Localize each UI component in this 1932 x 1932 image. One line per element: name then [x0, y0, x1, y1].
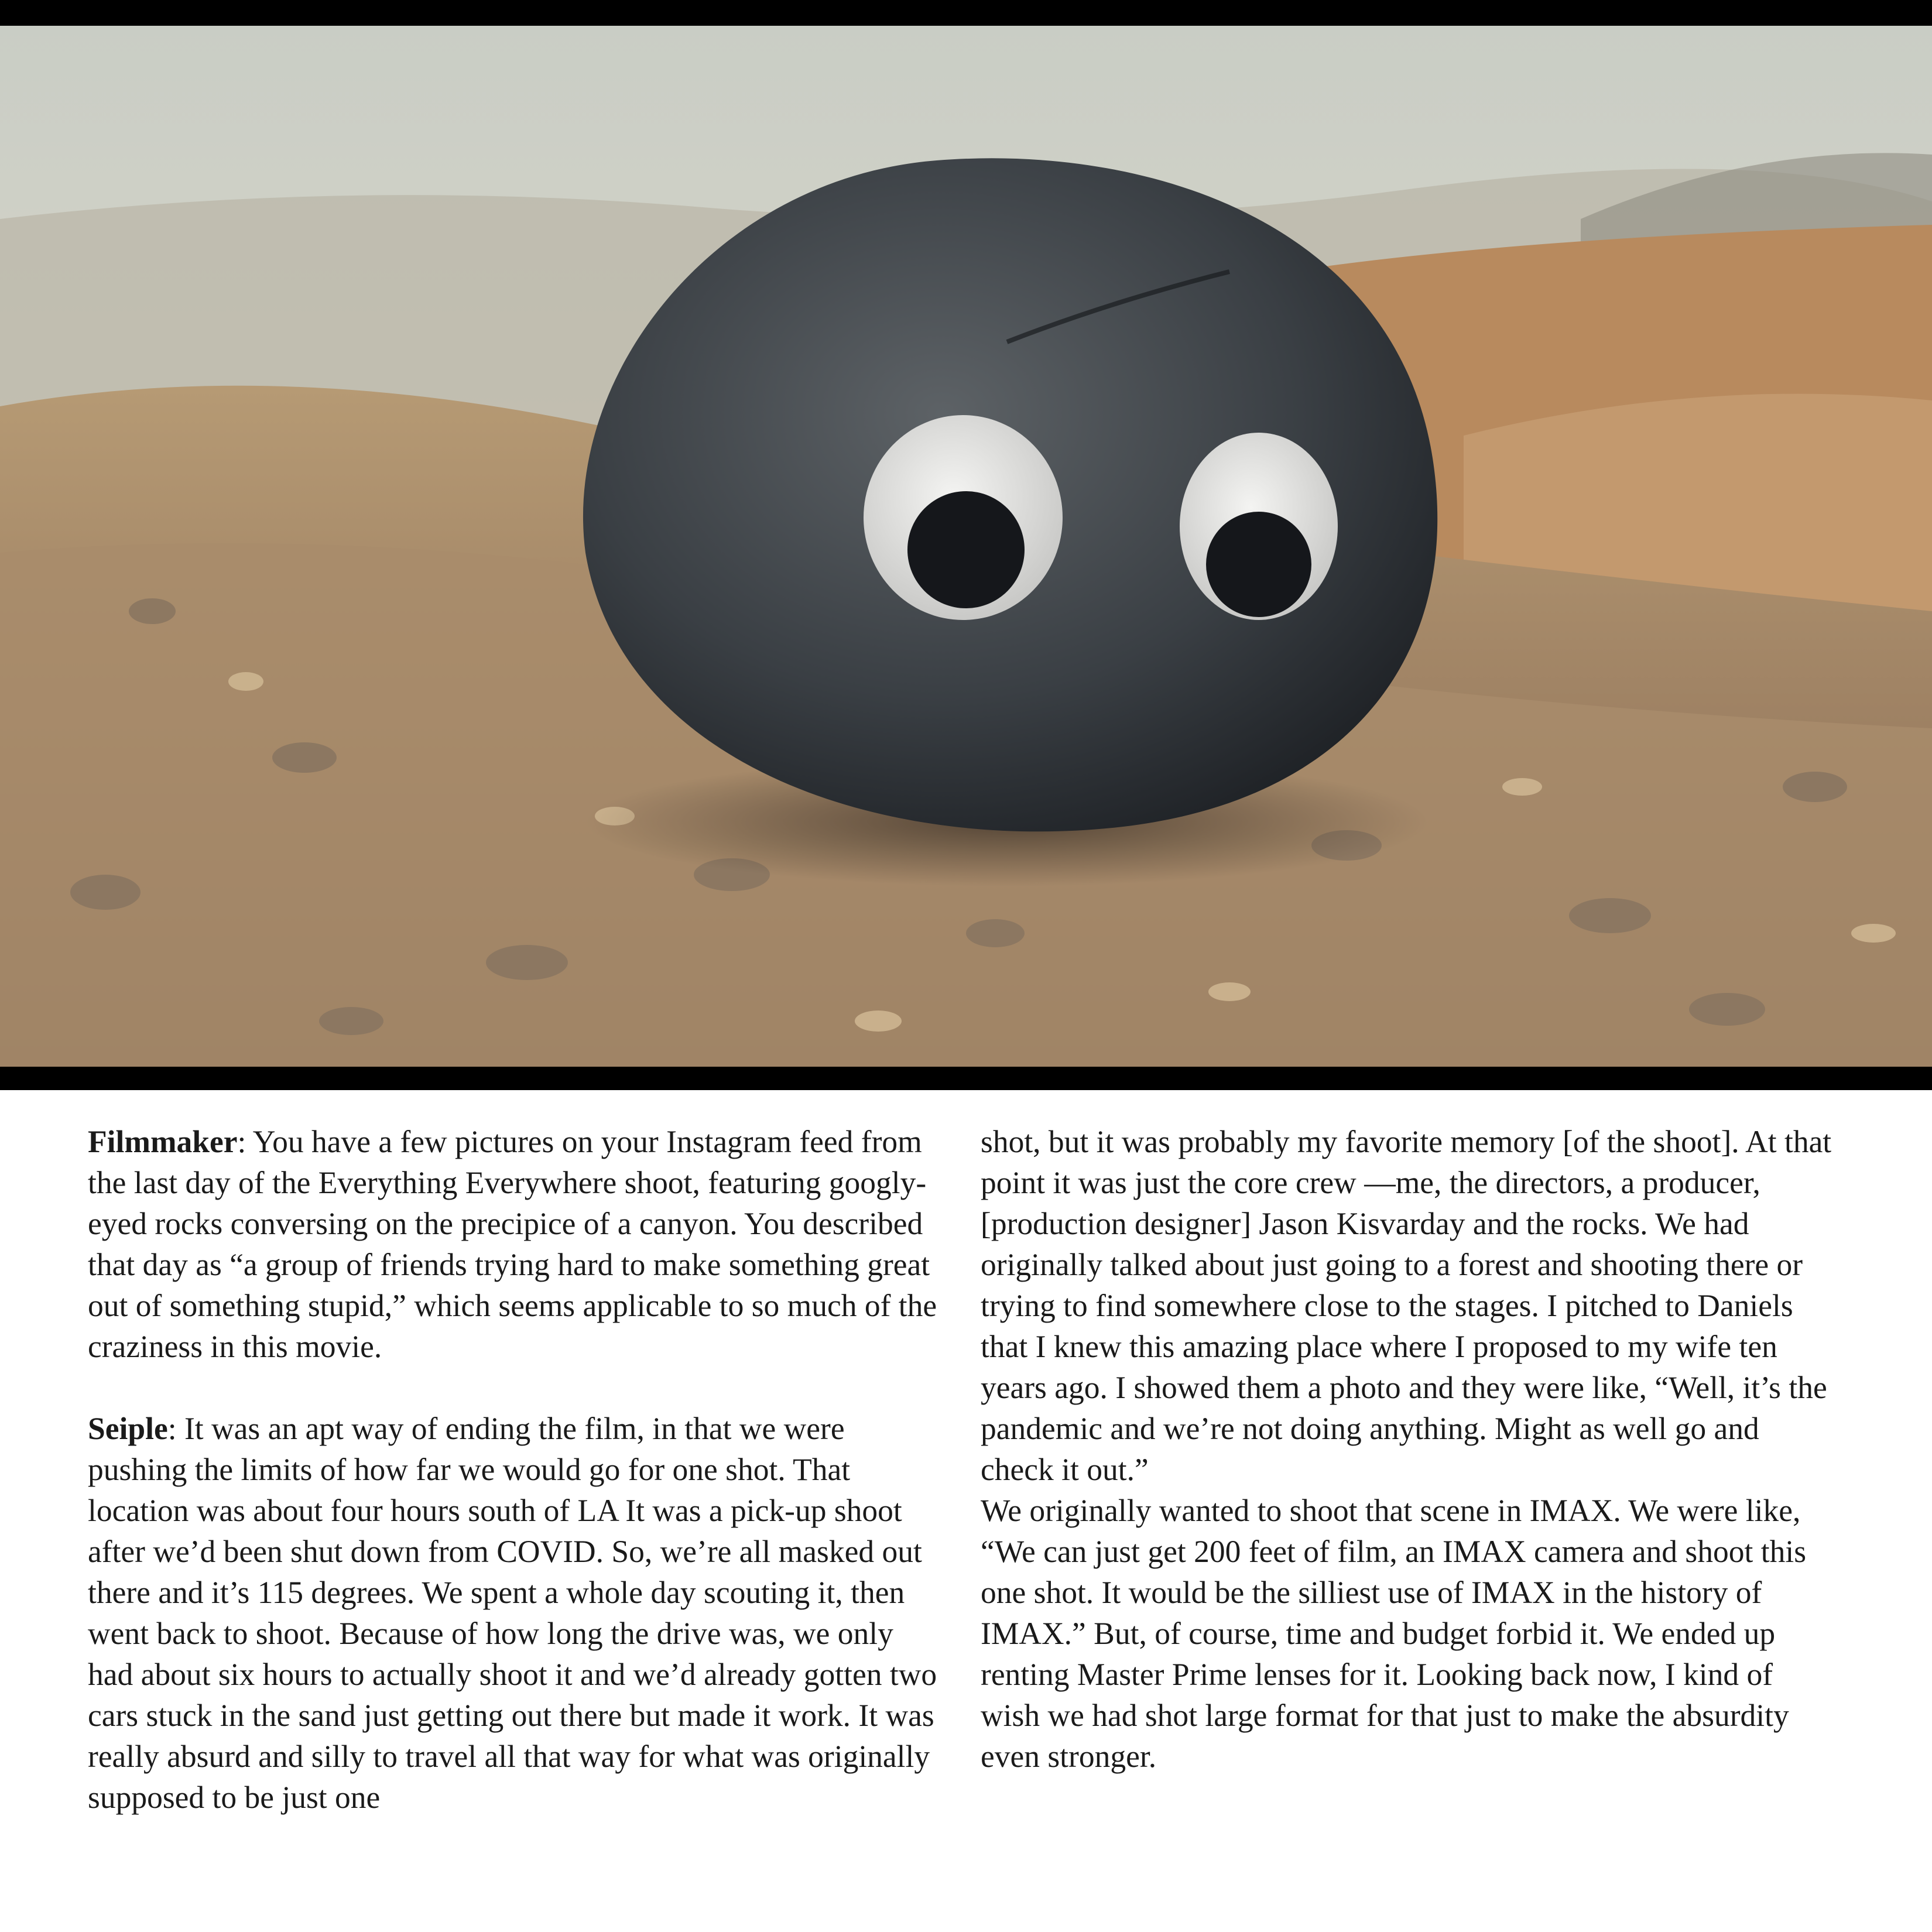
film-still-photo: [0, 26, 1932, 1067]
answer-paragraph-imax: We originally wanted to shoot that scene in IMAX. We were like, “We can just get 200 feet of film, an IMAX camera and shoot this one shot. It would be the silliest use of IMAX in the history of IMAX.” But, of course, time and budget forbid it. We ended up renting Master Prime lenses for it. Looking back now, I kind of wish we had shot large format for that just to make the absurdity even stronger.: [981, 1493, 1807, 1774]
speaker-seiple: Seiple: [88, 1411, 168, 1446]
question-text: : You have a few pictures on your Instagram feed from the last day of the Everything Everywhere shoot, featuring googly-eyed rocks conversing on the precipice of a canyon. You described that day as “a group of friends trying hard to make something great out of something stupid,” which seems applicable to so much of the craziness in this movie.: [88, 1124, 937, 1364]
article-column-right: [981, 1121, 1835, 1777]
interview-answer: [88, 1408, 943, 1818]
letterbox-top-bar: [0, 0, 1932, 26]
article-column-left: [88, 1121, 943, 1818]
letterbox-bottom-bar: [0, 1067, 1932, 1090]
answer-continued-text: shot, but it was probably my favorite memory [of the shoot]. At that point it was just the core crew —me, the directors, a producer, [production designer] Jason Kisvarday and the rocks. We had originally talked about just going to a forest and shooting there or trying to find somewhere close to the stages. I pitched to Daniels that I knew this amazing place where I proposed to my wife ten years ago. I showed them a photo and they were like, “Well, it’s the pandemic and we’re not doing anything. Might as well go and check it out.”: [981, 1124, 1832, 1487]
answer-text: : It was an apt way of ending the film, in that we were pushing the limits of how far we would go for one shot. That location was about four hours south of LA It was a pick-up shoot after we’d been shut down from COVID. So, we’re all masked out there and it’s 115 degrees. We spent a whole day scouting it, then went back to shoot. Because of how long the drive was, we only had about six hours to actually shoot it and we’d already gotten two cars stuck in the sand just getting out there but made it work. It was really absurd and silly to travel all that way for what was originally supposed to be just one: [88, 1411, 937, 1815]
speaker-filmmaker: Filmmaker: [88, 1124, 238, 1159]
interview-question: [88, 1121, 943, 1367]
